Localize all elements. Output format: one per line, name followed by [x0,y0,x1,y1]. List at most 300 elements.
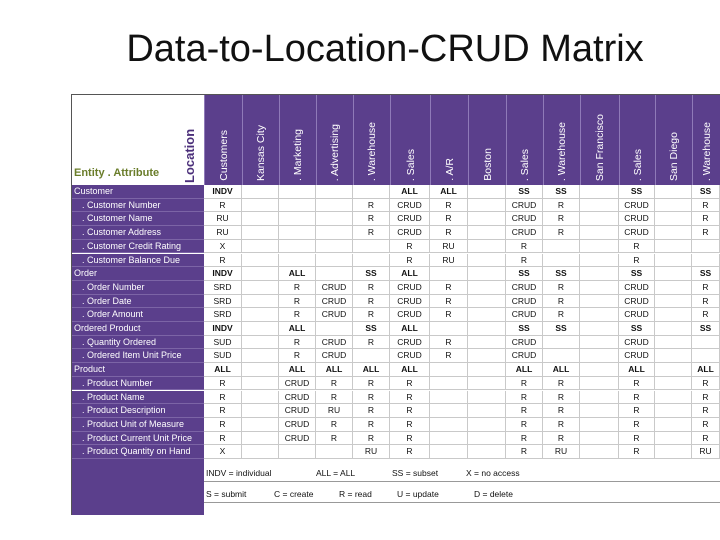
matrix-cell: R [692,391,720,405]
matrix-cell [468,212,506,226]
matrix-cell: R [390,445,430,459]
matrix-cell: CRUD [619,295,655,309]
matrix-cell: R [543,404,580,418]
matrix-cell: CRUD [316,349,353,363]
matrix-cell [242,295,279,309]
attribute-label: . Customer Name [72,212,204,226]
matrix-cell [468,432,506,446]
matrix-cell [543,254,580,268]
matrix-cell [580,199,619,213]
matrix-cell [430,404,468,418]
matrix-cell: R [353,432,390,446]
matrix-cell [580,349,619,363]
matrix-cell [242,432,279,446]
matrix-cell: CRUD [279,391,316,405]
matrix-cell: R [353,226,390,240]
matrix-cell [655,199,692,213]
matrix-cell [468,267,506,281]
matrix-cell [242,267,279,281]
matrix-cell: R [619,240,655,254]
matrix-cell: INDV [204,185,242,199]
column-header-label: . Sales [631,148,644,181]
attribute-label: . Customer Balance Due [72,254,204,268]
matrix-cell [242,281,279,295]
matrix-cell: CRUD [390,295,430,309]
table-row [72,377,720,391]
matrix-cell [316,199,353,213]
column-header-label: San Francisco [594,113,606,181]
matrix-cell: R [543,418,580,432]
matrix-cell [468,281,506,295]
matrix-cell: CRUD [279,404,316,418]
matrix-cell: R [204,391,242,405]
matrix-cell: ALL [316,363,353,377]
matrix-cell: R [506,432,543,446]
matrix-cell [242,308,279,322]
matrix-cell: R [430,295,468,309]
matrix-cell: CRUD [506,349,543,363]
matrix-cell [468,226,506,240]
matrix-cell [655,363,692,377]
matrix-cell [580,185,619,199]
matrix-cell [279,445,316,459]
matrix-cell: R [543,308,580,322]
matrix-cell: SS [506,185,543,199]
matrix-cell: ALL [506,363,543,377]
matrix-cell [242,212,279,226]
matrix-cell [655,226,692,240]
matrix-cell: R [430,212,468,226]
matrix-cell [692,349,720,363]
matrix-cell: X [204,445,242,459]
matrix-cell [242,445,279,459]
column-header-label: Boston [481,148,494,181]
matrix-cell: SS [692,185,720,199]
matrix-cell: CRUD [390,308,430,322]
matrix-cell: R [279,281,316,295]
matrix-cell [279,226,316,240]
table-row [72,308,720,322]
column-header [619,95,655,185]
matrix-cell [655,377,692,391]
matrix-cell: CRUD [390,212,430,226]
column-header [316,95,353,185]
matrix-cell [316,254,353,268]
matrix-cell: INDV [204,267,242,281]
column-header [430,95,468,185]
matrix-cell: CRUD [316,336,353,350]
matrix-cell [468,185,506,199]
matrix-cell [543,240,580,254]
matrix-cell [316,445,353,459]
matrix-cell [430,377,468,391]
matrix-cell: CRUD [390,336,430,350]
matrix-cell: R [390,391,430,405]
table-row [72,267,720,281]
matrix-cell: CRUD [619,212,655,226]
attribute-label: . Customer Address [72,226,204,240]
matrix-cell: CRUD [316,281,353,295]
matrix-cell: R [692,432,720,446]
matrix-cell: R [619,445,655,459]
matrix-cell: SUD [204,336,242,350]
matrix-cell [242,240,279,254]
matrix-cell: R [692,281,720,295]
matrix-cell [430,363,468,377]
matrix-cell: SS [353,322,390,336]
legend-row [204,486,720,504]
matrix-cell: R [543,391,580,405]
matrix-cell: R [353,308,390,322]
attribute-label: . Customer Number [72,199,204,213]
matrix-cell: SS [353,267,390,281]
matrix-cell: R [353,199,390,213]
matrix-cell: SS [543,267,580,281]
matrix-cell: ALL [692,363,720,377]
matrix-cell [580,308,619,322]
matrix-cell: R [204,418,242,432]
matrix-cell: R [353,281,390,295]
matrix-cell: R [619,418,655,432]
matrix-cell: ALL [279,363,316,377]
matrix-cell: R [316,377,353,391]
matrix-cell [242,336,279,350]
column-header [390,95,430,185]
table-row [72,349,720,363]
matrix-cell: R [390,432,430,446]
legend-item: D = delete [474,489,513,499]
table-row [72,295,720,309]
matrix-cell: R [692,377,720,391]
column-header [506,95,543,185]
matrix-cell: R [692,308,720,322]
matrix-cell: SS [619,185,655,199]
matrix-cell: R [353,336,390,350]
legend-row [204,465,720,483]
matrix-cell [430,391,468,405]
matrix-cell: R [692,404,720,418]
matrix-cell: ALL [279,322,316,336]
legend-item: C = create [274,489,314,499]
matrix-cell [242,199,279,213]
matrix-cell: R [543,212,580,226]
matrix-cell: SRD [204,281,242,295]
column-header-label: . Sales [404,148,417,181]
matrix-cell [655,322,692,336]
legend-item: X = no access [466,468,520,478]
legend-item: S = submit [206,489,247,499]
matrix-cell: SS [506,267,543,281]
attribute-label: . Quantity Ordered [72,336,204,350]
matrix-cell: SS [543,322,580,336]
matrix-cell: RU [430,240,468,254]
matrix-cell [242,185,279,199]
matrix-cell [655,185,692,199]
matrix-cell [655,445,692,459]
matrix-cell [430,432,468,446]
matrix-cell [655,267,692,281]
matrix-cell [242,391,279,405]
matrix-cell: ALL [543,363,580,377]
matrix-cell: R [279,295,316,309]
matrix-cell [580,226,619,240]
attribute-label: . Product Quantity on Hand [72,445,204,459]
matrix-cell: CRUD [316,295,353,309]
matrix-cell: X [204,240,242,254]
matrix-cell [580,254,619,268]
matrix-cell [655,349,692,363]
matrix-cell: R [506,418,543,432]
matrix-cell: R [543,281,580,295]
page-title: Data-to-Location-CRUD Matrix [126,28,644,70]
column-header-label: . A/R [443,158,456,181]
matrix-cell: ALL [390,322,430,336]
matrix-cell [543,349,580,363]
matrix-cell: RU [204,212,242,226]
attribute-label: . Product Description [72,404,204,418]
matrix-cell: SRD [204,295,242,309]
matrix-cell: ALL [430,185,468,199]
matrix-cell [468,336,506,350]
matrix-cell [279,199,316,213]
matrix-cell: R [506,377,543,391]
column-header-label: . Marketing [292,129,304,181]
legend-item: ALL = ALL [316,468,356,478]
matrix-cell: R [619,404,655,418]
matrix-cell: R [316,391,353,405]
crud-matrix [71,94,720,515]
table-row [72,363,720,377]
matrix-cell: R [390,377,430,391]
matrix-cell: R [506,445,543,459]
location-axis-label: Location [182,128,197,183]
matrix-cell: R [204,432,242,446]
matrix-cell [580,336,619,350]
matrix-cell [316,212,353,226]
matrix-cell: R [430,308,468,322]
matrix-cell [692,336,720,350]
label-column-fill [72,459,204,515]
matrix-cell [316,226,353,240]
matrix-cell: ALL [390,185,430,199]
matrix-cell [316,240,353,254]
column-header [279,95,316,185]
matrix-cell [580,267,619,281]
column-header-label: . Advertising [329,123,341,181]
matrix-cell: SS [692,267,720,281]
matrix-cell [279,212,316,226]
matrix-cell [468,295,506,309]
matrix-cell: R [204,254,242,268]
matrix-cell [468,240,506,254]
table-row [72,240,720,254]
matrix-cell [316,267,353,281]
legend-item: R = read [339,489,372,499]
matrix-cell: CRUD [506,226,543,240]
matrix-cell: R [506,391,543,405]
matrix-cell: CRUD [619,308,655,322]
matrix-cell: SS [692,322,720,336]
matrix-cell: R [506,240,543,254]
table-row [72,404,720,418]
matrix-cell [242,377,279,391]
matrix-cell: R [353,295,390,309]
matrix-cell [316,322,353,336]
matrix-cell: R [619,432,655,446]
matrix-cell [242,404,279,418]
matrix-cell: R [353,391,390,405]
matrix-cell [580,281,619,295]
matrix-cell: CRUD [619,281,655,295]
matrix-cell: R [543,199,580,213]
matrix-cell [580,445,619,459]
column-header [655,95,692,185]
matrix-cell: CRUD [506,295,543,309]
matrix-cell: CRUD [619,226,655,240]
matrix-cell: R [353,212,390,226]
table-row [72,391,720,405]
column-header-label: . Warehouse [700,121,713,181]
column-header [543,95,580,185]
matrix-cell: CRUD [279,418,316,432]
matrix-cell: R [279,308,316,322]
legend-item: U = update [397,489,439,499]
matrix-cell: RU [543,445,580,459]
matrix-cell [430,418,468,432]
matrix-cell: R [506,404,543,418]
matrix-cell [242,349,279,363]
table-row [72,185,720,199]
matrix-cell [279,240,316,254]
attribute-label: . Product Number [72,377,204,391]
table-row [72,254,720,268]
matrix-cell [353,185,390,199]
matrix-cell: R [506,254,543,268]
entity-attribute-label: Entity . Attribute [74,167,160,179]
matrix-cell [468,349,506,363]
matrix-cell: RU [316,404,353,418]
matrix-cell: R [692,212,720,226]
column-header [242,95,279,185]
column-header [468,95,506,185]
matrix-cell: R [204,199,242,213]
matrix-cell [468,199,506,213]
matrix-cell [468,445,506,459]
matrix-cell: R [543,295,580,309]
matrix-cell [655,308,692,322]
matrix-cell [242,226,279,240]
matrix-cell: CRUD [506,212,543,226]
matrix-cell: CRUD [619,336,655,350]
matrix-cell: CRUD [619,349,655,363]
column-header-label: Kansas City [255,124,267,181]
matrix-cell: R [543,432,580,446]
matrix-cell: R [692,418,720,432]
matrix-cell [580,404,619,418]
matrix-cell [242,322,279,336]
column-header-label: Customers [217,130,230,181]
matrix-cell: R [353,377,390,391]
matrix-cell [655,295,692,309]
matrix-cell: INDV [204,322,242,336]
column-header-label: . Sales [519,148,531,181]
matrix-cell: R [279,336,316,350]
legend-item: INDV = individual [206,468,272,478]
matrix-cell [655,281,692,295]
matrix-cell: R [353,418,390,432]
matrix-cell [353,349,390,363]
column-header [692,95,720,185]
matrix-cell: SS [506,322,543,336]
matrix-cell: CRUD [279,377,316,391]
matrix-cell: CRUD [279,432,316,446]
matrix-cell: R [430,349,468,363]
table-row [72,322,720,336]
matrix-cell [430,445,468,459]
entity-label: Order [72,267,204,281]
matrix-cell: R [619,391,655,405]
attribute-label: . Product Unit of Measure [72,418,204,432]
matrix-cell: ALL [204,363,242,377]
matrix-cell [655,391,692,405]
matrix-cell [430,322,468,336]
matrix-cell: R [316,418,353,432]
matrix-cell: SRD [204,308,242,322]
matrix-corner [72,95,204,185]
matrix-cell: R [316,432,353,446]
matrix-cell: R [279,349,316,363]
matrix-cell [468,254,506,268]
matrix-cell [655,336,692,350]
matrix-cell: R [692,199,720,213]
matrix-cell: RU [430,254,468,268]
matrix-cell: ALL [353,363,390,377]
attribute-label: . Order Number [72,281,204,295]
entity-label: Customer [72,185,204,199]
matrix-cell [655,212,692,226]
matrix-cell: CRUD [390,281,430,295]
matrix-cell: RU [353,445,390,459]
matrix-cell: CRUD [506,281,543,295]
matrix-cell: R [390,240,430,254]
matrix-cell [353,254,390,268]
matrix-cell: CRUD [506,308,543,322]
matrix-cell: R [543,377,580,391]
matrix-cell [468,308,506,322]
column-header-label: . Warehouse [556,121,568,181]
matrix-cell: R [619,254,655,268]
matrix-cell: R [430,199,468,213]
matrix-cell: CRUD [390,226,430,240]
matrix-cell: CRUD [316,308,353,322]
column-header [204,95,242,185]
matrix-cell [655,432,692,446]
matrix-cell: SS [543,185,580,199]
attribute-label: . Order Amount [72,308,204,322]
matrix-cell: ALL [279,267,316,281]
matrix-cell [543,336,580,350]
matrix-cell: R [204,377,242,391]
matrix-cell [468,404,506,418]
matrix-cell: R [390,418,430,432]
matrix-cell [468,363,506,377]
matrix-cell: R [692,295,720,309]
matrix-cell [279,254,316,268]
matrix-cell: CRUD [506,336,543,350]
matrix-cell [655,404,692,418]
matrix-cell: R [430,281,468,295]
entity-label: Product [72,363,204,377]
